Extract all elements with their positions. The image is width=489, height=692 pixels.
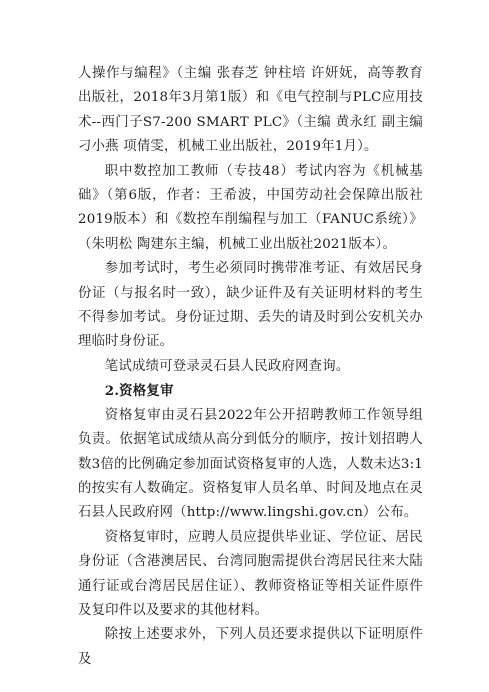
paragraph-exam-id-requirements: 参加考试时，考生必须同时携带准考证、有效居民身份证（与报名时一致），缺少证件及有关证明材料的考生不得参加考试。身份证过期、丢失的请及时到公安机关办理临时身份证。: [78, 261, 423, 350]
paragraph-textbook-continuation: 人操作与编程》（主编 张春芝 钟柱培 许妍妩，高等教育出版社，2018年3月第1版）和《电气控制与PLC应用技术--西门子S7-200 SMART PLC》（主编 黄永红 副主编 刁小燕 项倩雯，机械工业出版社，2019年1月）。: [78, 66, 423, 155]
paragraph-score-query: 笔试成绩可登录灵石县人民政府网查询。: [104, 358, 350, 374]
paragraph-review-documents: 资格复审时，应聘人员应提供毕业证、学位证、居民身份证（含港澳居民、台湾同胞需提供台湾居民往来大陆通行证或台湾居民居住证）、教师资格证等相关证件原件及复印件以及要求的其他材料。: [78, 529, 423, 618]
section-heading-qualification-review: 2.资格复审: [104, 383, 174, 400]
paragraph-additional-requirements: 除按上述要求外，下列人员还要求提供以下证明原件及: [78, 627, 423, 667]
paragraph-review-process: 资格复审由灵石县2022年公开招聘教师工作领导组负责。依据笔试成绩从高分到低分的顺序，按计划招聘人数3倍的比例确定参加面试资格复审的人选，人数未达3:1的按实有人数确定。资格复审人员名单、时间及地点在灵石县人民政府网（http://www.lingshi.gov.cn）公布。: [78, 407, 423, 521]
paragraph-cnc-teacher-exam: 职中数控加工教师（专技48）考试内容为《机械基础》（第6版，作者：王希波，中国劳动社会保障出版社2019版本）和《数控车削编程与加工（FANUC系统）》（朱明松 陶建东主编，机械工业出版社2021版本）。: [78, 163, 423, 252]
